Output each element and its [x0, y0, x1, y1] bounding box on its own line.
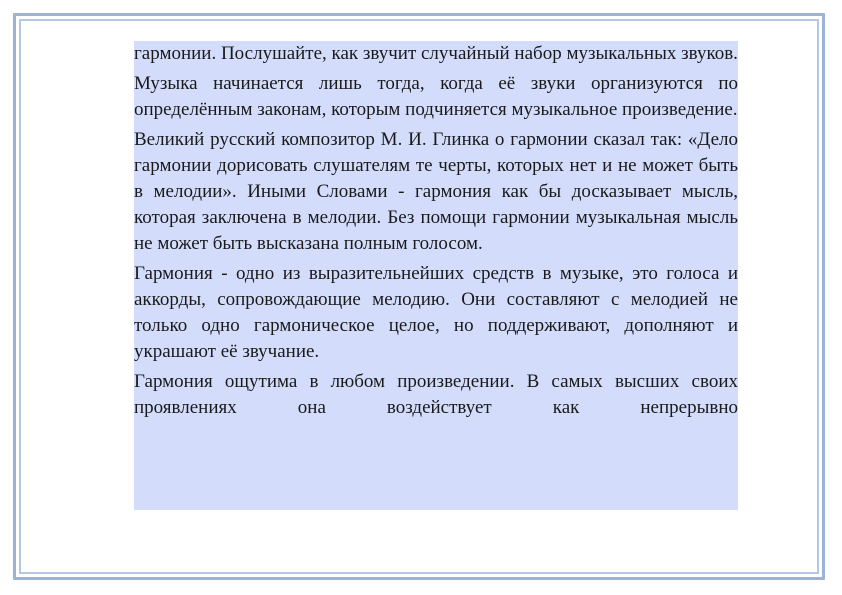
text-content-box: [134, 41, 738, 510]
paragraph-music-begins: Музыка начинается лишь тогда, когда её звуки организуются по определённым законам, которым подчиняется музыкальное произведение.: [134, 73, 738, 120]
paragraph-harmony-perceptible: Гармония ощутима в любом произведении. В самых высших своих проявлениях она воздействует как непрерывно: [134, 371, 738, 418]
paragraph-continuation: гармонии. Послушайте, как звучит случайный набор музыкальных звуков.: [134, 43, 738, 64]
paragraph-glinka-quote: Великий русский композитор М. И. Глинка о гармонии сказал так: «Дело гармонии дорисовать слушателям те черты, которых нет и не может быть в мелодии». Иными Словами - гармония как бы досказывает мысль, которая заключена в мелодии. Без помощи гармонии музыкальная мысль не может быть высказана полным голосом.: [134, 129, 738, 254]
paragraph-harmony-definition: Гармония - одно из выразительнейших средств в музыке, это голоса и аккорды, сопровождающие мелодию. Они составляют с мелодией не только одно гармоническое целое, но поддерживают, дополняют и украшают её звучание.: [134, 263, 738, 362]
